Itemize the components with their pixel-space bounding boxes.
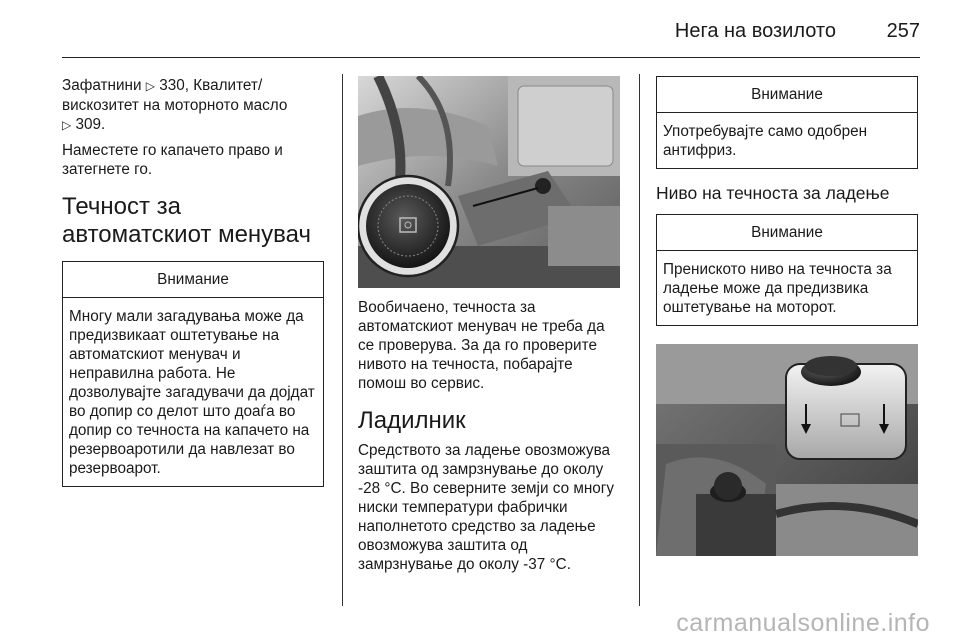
transmission-cap-photo [358,76,620,288]
watermark: carmanualsonline.info [676,609,930,637]
caution-text: Многу мали загадувања може да предизвикаат оштетување на автоматскиот менувач и неправилна работа. Не дозволувајте загадувачи да дојдат во допир со делот што доаѓа во допир со течноста на капачето на резервоаротили да навлезат во резервоарот. [69,308,315,477]
cross-reference-link[interactable]: 330, Квалитет/ [159,77,263,94]
page-title: Нега на возилото [674,20,836,42]
capacity-reference: Зафатнини ▷ 330, Квалитет/ вискозитет на моторното масло ▷ 309. [62,77,288,133]
caution-box [656,76,918,169]
caution-text: Употребувајте само одобрен антифриз. [663,123,868,159]
paragraph: Средството за ладење овозможува заштита од замрзнување до околу -28 °C. Во северните земји со многу ниски температури фабрички наполнетото средство за ладење овозможува заштита од замрзнување до околу -37 °C. [358,442,615,573]
paragraph: Вообичаено, течноста за автоматскиот менувач не треба да се проверува. За да го проверите нивото на течноста, побарајте помош во сервис. [358,299,605,392]
column-middle [358,76,620,580]
page-number: 257 [886,20,920,42]
cross-reference-link[interactable]: 309. [75,116,106,133]
section-heading: Течност за автоматскиот менувач [62,193,311,248]
caution-title: Внимание [63,262,323,298]
caution-title: Внимание [657,215,917,251]
column-left [62,76,324,487]
paragraph: Наместете го капачето право и затегнете го. [62,142,283,178]
column-divider [639,74,640,606]
column-divider [342,74,343,606]
coolant-reservoir-photo [656,344,918,556]
caution-box [656,214,918,326]
column-right [656,76,918,556]
triangle-right-icon: ▷ [62,118,72,132]
caution-text: Прениското ниво на течноста за ладење може да предизвика оштетување на моторот. [663,261,892,316]
triangle-right-icon: ▷ [145,79,155,93]
section-heading: Ладилник [358,407,466,434]
caution-title: Внимание [657,77,917,113]
page-header [62,0,920,58]
subsection-heading: Ниво на течноста за ладење [656,183,890,203]
caution-box [62,261,324,487]
